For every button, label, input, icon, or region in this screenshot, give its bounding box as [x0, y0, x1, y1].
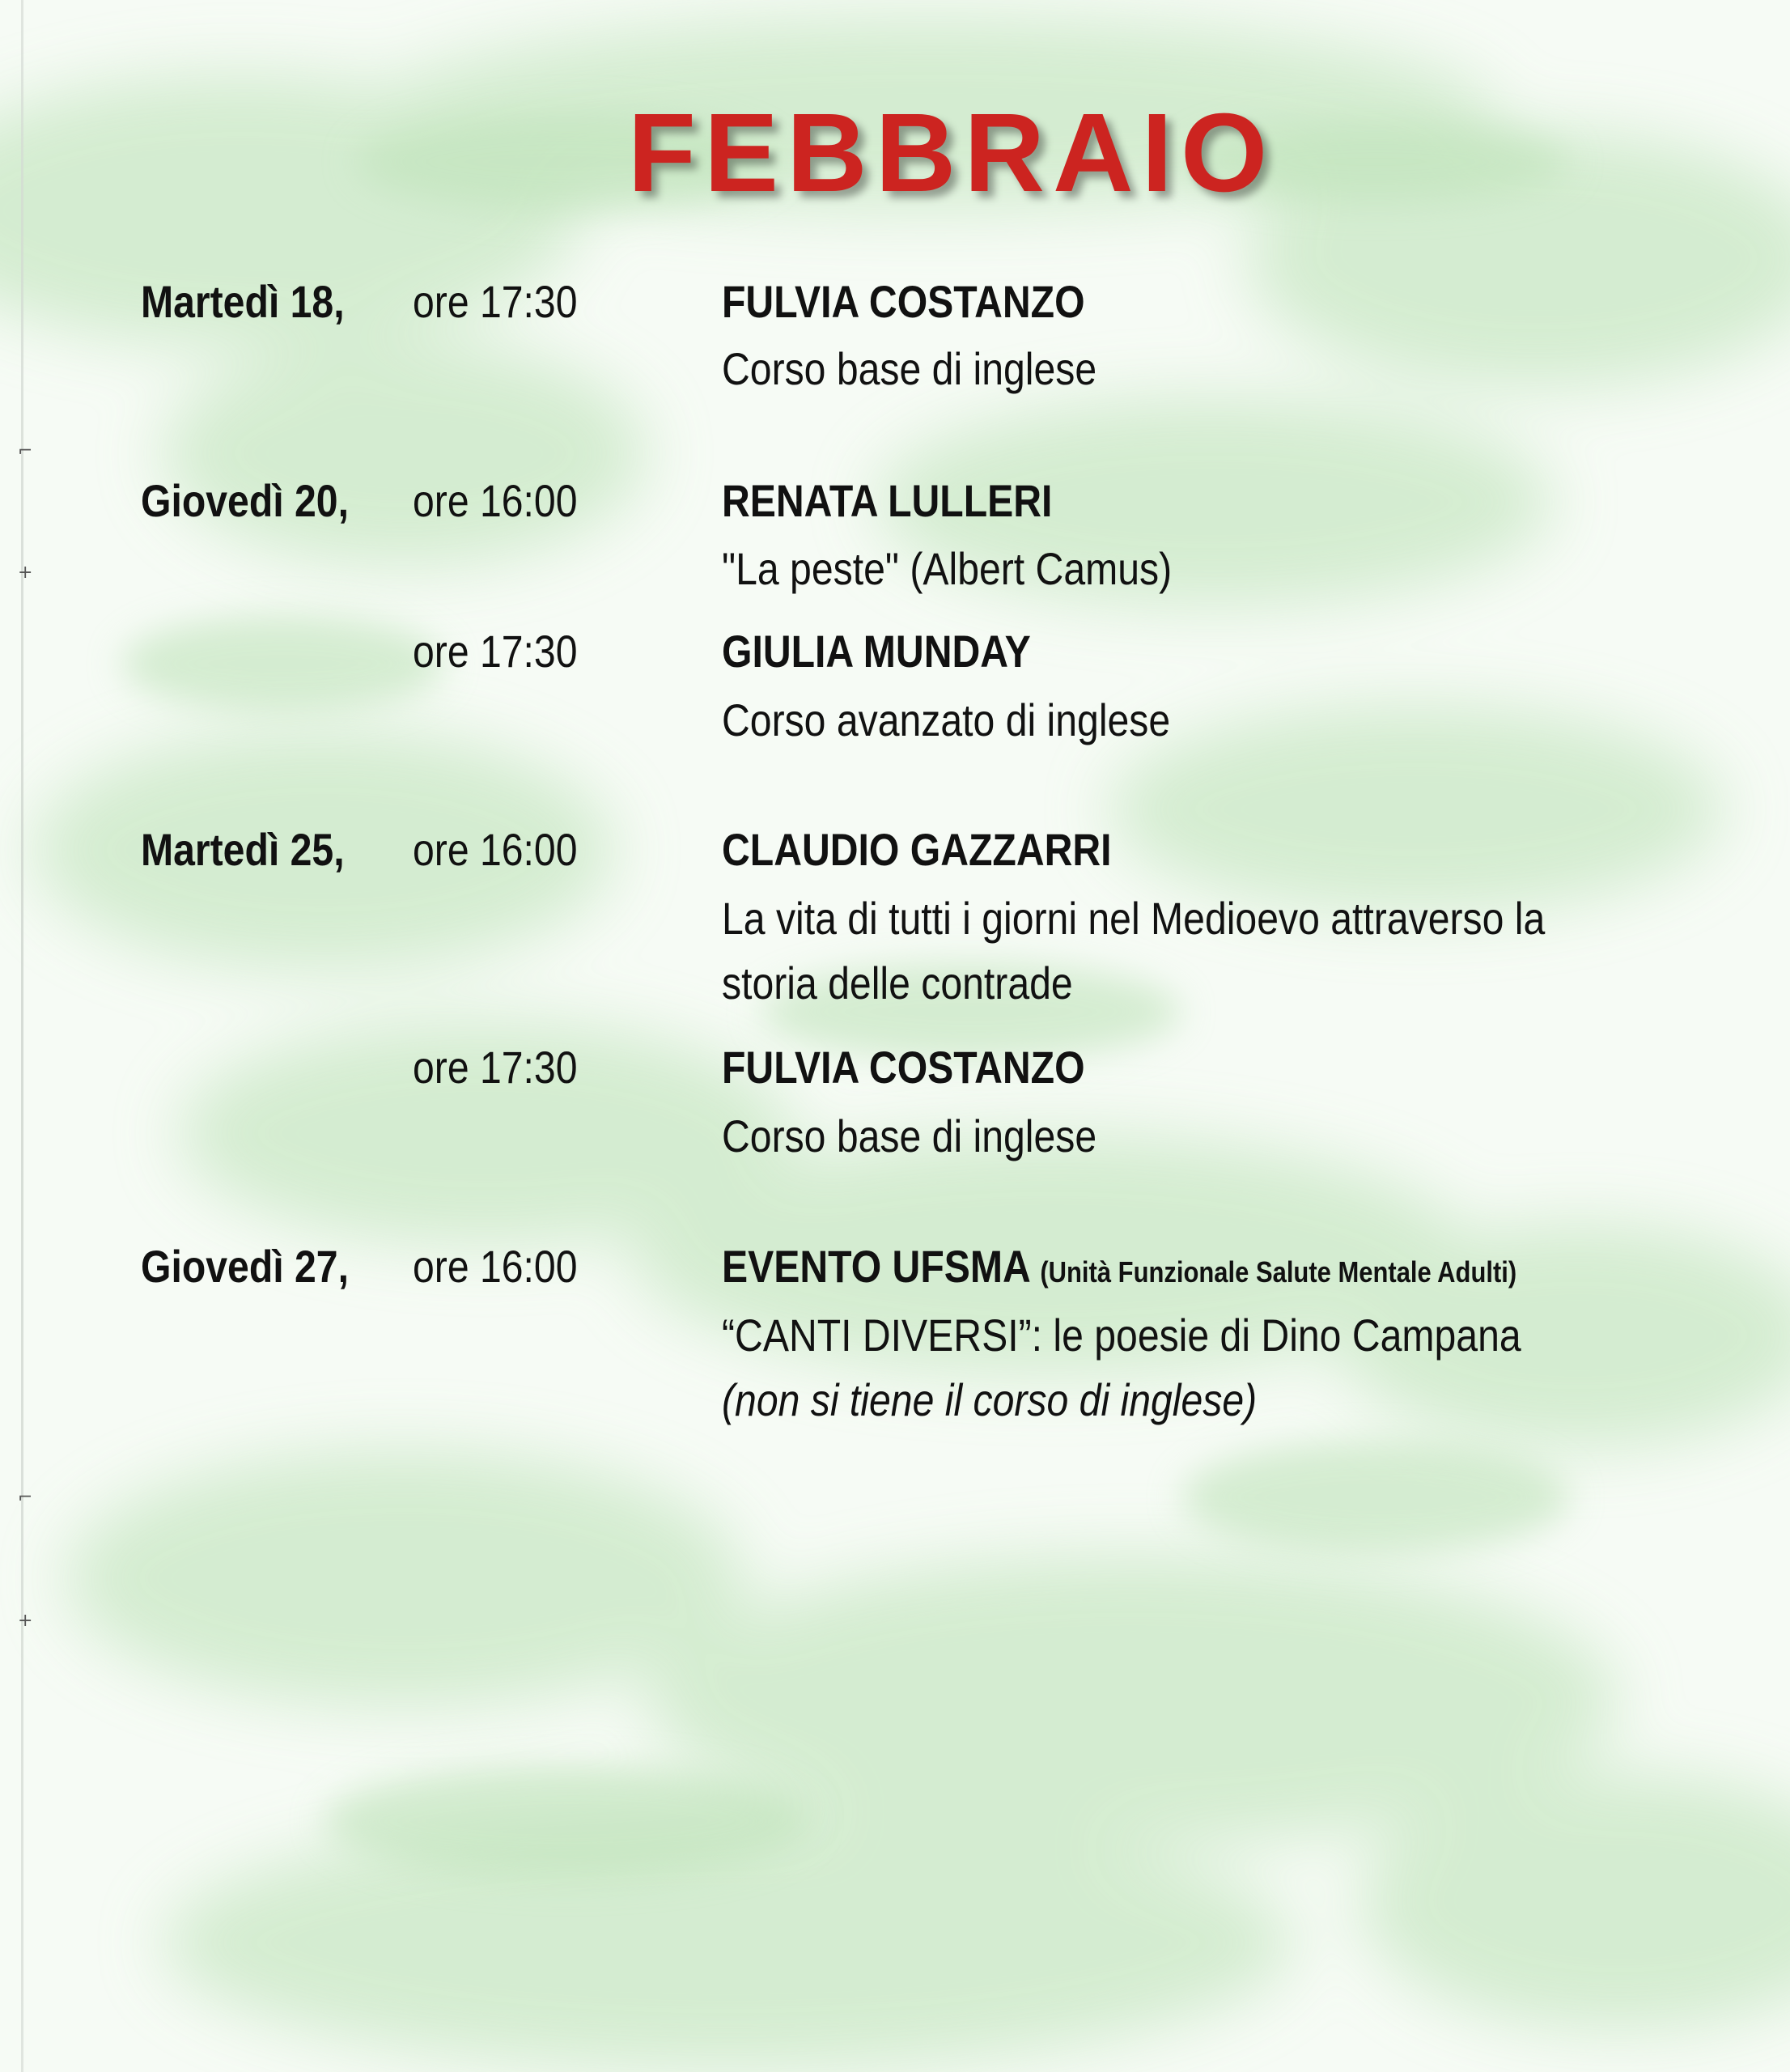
event-time: ore 17:30	[413, 1042, 578, 1093]
event-time: ore 17:30	[413, 276, 578, 327]
event-speaker: FULVIA COSTANZO	[722, 276, 1085, 327]
staple-mark-icon: +	[18, 1611, 33, 1631]
event-description: La vita di tutti i giorni nel Medioevo attraverso la	[722, 893, 1546, 944]
event-time: ore 16:00	[413, 824, 578, 875]
event-day: Martedì 18,	[141, 276, 345, 327]
event-time: ore 16:00	[413, 1241, 578, 1292]
event-note: (non si tiene il corso di inglese)	[722, 1374, 1258, 1425]
event-description: Corso base di inglese	[722, 343, 1097, 394]
event-day: Giovedì 27,	[141, 1241, 349, 1292]
event-description: “CANTI DIVERSI”: le poesie di Dino Campana	[722, 1310, 1521, 1361]
event-description: "La peste" (Albert Camus)	[722, 543, 1173, 594]
staple-mark-icon: ⌐	[18, 441, 33, 461]
event-day: Giovedì 20,	[141, 475, 349, 526]
event-time: ore 17:30	[413, 626, 578, 677]
event-speaker: FULVIA COSTANZO	[722, 1042, 1085, 1093]
staple-mark-icon: ⌐	[18, 1488, 33, 1508]
event-time: ore 16:00	[413, 475, 578, 526]
event-speaker: RENATA LULLERI	[722, 475, 1053, 526]
staple-mark-icon: +	[18, 563, 33, 583]
event-speaker: CLAUDIO GAZZARRI	[722, 824, 1112, 875]
event-speaker-line	[722, 1240, 1516, 1299]
event-description: storia delle contrade	[722, 957, 1073, 1008]
event-description: Corso avanzato di inglese	[722, 694, 1171, 745]
event-day: Martedì 25,	[141, 824, 345, 875]
event-description: Corso base di inglese	[722, 1110, 1097, 1161]
event-speaker: EVENTO UFSMA	[722, 1241, 1029, 1292]
event-speaker: GIULIA MUNDAY	[722, 626, 1031, 677]
event-speaker-note: (Unità Funzionale Salute Mentale Adulti)	[1040, 1255, 1517, 1289]
page-title: FEBBRAIO	[627, 91, 1276, 215]
